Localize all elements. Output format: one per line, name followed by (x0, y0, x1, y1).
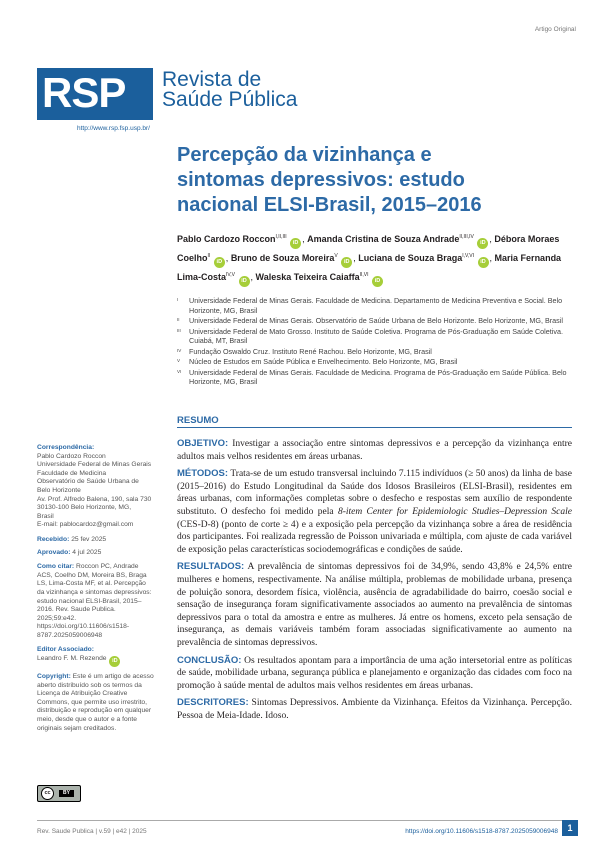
journal-logo-text: RSP (42, 69, 126, 116)
keywords-label: DESCRITORES: (177, 697, 249, 709)
objective-label: OBJETIVO: (177, 438, 229, 449)
footer-doi-link[interactable]: https://doi.org/10.11606/s1518-8787.2025059006948 (405, 828, 558, 835)
abstract-conclusion (177, 655, 572, 693)
methods-text: Trata-se de um estudo transversal incluindo 7.115 indivíduos (≥ 50 anos) da linha de base (2015–2016) do Estudo Longitudinal da Saúde dos Idosos Brasileiros (ELSI-Brasil), residentes em áreas urbanas, com informações completas sobre o desfecho e respostas sem auxílio de respondente substituto. O desfecho foi medido pela (177, 469, 572, 517)
received-label: Recebido: (37, 535, 70, 543)
author-affil-sup: II,VI (359, 272, 369, 278)
abstract-results (177, 561, 572, 649)
correspondence-block (37, 444, 155, 530)
abstract-methods (177, 468, 572, 556)
associate-editor-name: Leandro F. M. Rezende (37, 655, 107, 663)
associate-editor-label: Editor Associado: (37, 646, 94, 654)
author-name: Amanda Cristina de Souza Andrade (307, 234, 460, 244)
correspondence-line: Universidade Federal de Minas Gerais (37, 461, 152, 469)
copyright-block (37, 673, 155, 733)
creative-commons-icon: cc (41, 787, 54, 800)
affiliation-item (177, 368, 572, 387)
correspondence-line: Pablo Cardozo Roccon (37, 452, 106, 460)
results-text: A prevalência de sintomas depressivos foi de 34,9%, sendo 43,8% e 24,5% entre mulheres e homens, respectivamente. Na análise múltipla, problemas de mobilidade urbana, presença de poluição sonora, desordem física, violência, ausência de agradabilidade do bairro, coesão social e sensação de insegurança foram significativamente associados ao aumento na prevalência de sintomas depressivos para o total da amostra e entre as mulheres. Já entre os homens, exceto pela sensação de insegurança, as demais variáveis também foram associadas significativamente ao aumento na prevalência de sintomas depressivos. (177, 562, 572, 648)
correspondence-line: Brasil (37, 512, 54, 520)
methods-label: MÉTODOS: (177, 468, 229, 480)
abstract-objective (177, 438, 572, 463)
author-affil-sup: I,V,VI (462, 253, 475, 259)
approved-label: Aprovado: (37, 548, 71, 556)
dates-block (37, 536, 155, 557)
journal-name (162, 70, 297, 110)
abstract-body (177, 438, 572, 727)
sidebar-metadata (37, 444, 155, 739)
page-number: 1 (562, 820, 578, 836)
journal-name-line2: Saúde Pública (162, 88, 298, 111)
affiliation-number: IV (177, 347, 182, 353)
abstract-divider (177, 427, 572, 428)
affiliation-number: VI (177, 368, 182, 374)
author-name: Waleska Teixeira Caiaffa (255, 272, 360, 282)
objective-text: Investigar a associação entre sintomas depressivos e a percepção da vizinhança entre adultos mais velhos residentes em áreas urbanas. (177, 439, 572, 462)
author-name: Bruno de Souza Moreira (230, 253, 335, 263)
correspondence-email[interactable]: E-mail: pablocardoz@gmail.com (37, 521, 134, 529)
affiliation-item (177, 327, 572, 346)
orcid-icon[interactable]: iD (477, 238, 488, 249)
journal-name-line1: Revista de (162, 68, 262, 91)
orcid-icon[interactable]: iD (290, 238, 301, 249)
keywords-text: Sintomas Depressivos. Ambiente da Vizinhança. Efeitos da Vizinhança. Percepção. Pessoa de Meia-Idade. Idoso. (177, 698, 573, 721)
how-to-cite-label: Como citar: (37, 563, 75, 571)
article-title: Percepção da vizinhança e sintomas depressivos: estudo nacional ELSI-Brasil, 2015–2016 (177, 144, 482, 216)
affiliation-text: Universidade Federal de Mato Grosso. Instituto de Saúde Coletiva. Programa de Pós-Graduação em Saúde Coletiva. Cuiabá, MT, Brasil (189, 326, 563, 345)
affiliation-item (177, 316, 572, 326)
footer-citation: Rev. Saude Publica | v.59 | e42 | 2025 (37, 828, 147, 835)
correspondence-line: 30130-100 Belo Horizonte, MG, (37, 504, 132, 512)
orcid-icon[interactable]: iD (372, 276, 383, 287)
author-affil-sup: IV,V (226, 272, 236, 278)
affiliation-number: V (177, 358, 181, 363)
correspondence-line: Faculdade de Medicina (37, 469, 107, 477)
affiliation-number: III (177, 327, 181, 333)
conclusion-label: CONCLUSÃO: (177, 654, 242, 666)
footer-divider (37, 820, 567, 821)
author-affil-sup: V (334, 253, 338, 259)
conclusion-text: Os resultados apontam para a importância de uma ação intersetorial entre as políticas de saúde, mobilidade urbana, segurança pública e planejamento e organização das cidades com foco na promoção à saúde mental de adultos mais velhos residentes em áreas urbanas. (177, 655, 573, 691)
orcid-icon[interactable]: iD (109, 656, 120, 667)
author-name: Maria Fernanda Lima-Costa (177, 253, 562, 282)
citation-block (37, 563, 155, 640)
abstract-heading: RESUMO (177, 415, 219, 426)
orcid-icon[interactable]: iD (478, 257, 489, 268)
correspondence-line: Av. Prof. Alfredo Balena, 190, sala 730 (37, 495, 152, 503)
copyright-label: Copyright: (37, 673, 71, 681)
affiliation-list (177, 296, 572, 388)
author-list: Pablo Cardozo Roccon$^{I,II,III}$ iD , Amanda Cristina de Souza Andrade$^{II,III,IV}$ iD , Débora Moraes Coelho$^{II}$ iD , Bruno de Souza Moreira$^V$ iD , Luciana de Souza Braga$^{I,V,VI}$ iD , Maria Fernanda Lima-Costa$^{IV,V}$ iD , Waleska Teixeira Caiaffa$^{II,VI}$ iD (177, 230, 572, 287)
affiliation-item (177, 347, 572, 357)
orcid-icon[interactable]: iD (214, 257, 225, 268)
author-affil-sup: II,III,IV (459, 234, 474, 240)
affiliation-item (177, 357, 572, 367)
approved-date: 4 jul 2025 (72, 548, 102, 556)
affiliation-number: II (177, 317, 180, 322)
affiliation-text: Universidade Federal de Minas Gerais. Faculdade de Medicina. Departamento de Medicina Preventiva e Social. Belo Horizonte, MG, Brasil (189, 296, 563, 315)
author-affil-sup: II (207, 253, 211, 259)
orcid-icon[interactable]: iD (239, 276, 250, 287)
abstract-keywords (177, 697, 572, 722)
affiliation-text: Núcleo de Estudos em Saúde Pública e Envelhecimento. Belo Horizonte, MG, Brasil (189, 357, 458, 366)
affiliation-text: Universidade Federal de Minas Gerais. Observatório de Saúde Urbana de Belo Horizonte. Belo Horizonte, MG, Brasil (189, 316, 563, 325)
journal-url-link[interactable]: http://www.rsp.fsp.usp.br/ (77, 125, 150, 132)
results-label: RESULTADOS: (177, 561, 245, 573)
correspondence-line: Belo Horizonte (37, 486, 81, 494)
methods-text-continued: (CES-D-8) (ponto de corte ≥ 4) e a exposição pela percepção da vizinhança sobre a área de residência dos participantes. Foi realizada regressão de Poisson univariada e múltipla, com ajuste de cada variável de exposição pelas características sociodemográficas e condições de saúde. (177, 519, 572, 555)
orcid-icon[interactable]: iD (341, 257, 352, 268)
author-name: Pablo Cardozo Roccon (177, 234, 276, 244)
affiliation-number: I (177, 297, 179, 302)
author-affil-sup: I,II,III (275, 234, 287, 240)
how-to-cite-text: Roccon PC, Andrade ACS, Coelho DM, Moreira BS, Braga LS, Lima-Costa MF, et al. Percepção da vizinhança e sintomas depressivos: estudo nacional ELSI-Brasil, 2015–2016. Rev. Saude Publica. 2025;59:e42. https://doi.org/10.11606/s1518-8787.2025059006948 (37, 563, 152, 639)
received-date: 25 fev 2025 (71, 535, 107, 543)
affiliation-text: Fundação Oswaldo Cruz. Instituto René Rachou. Belo Horizonte, MG, Brasil (189, 346, 432, 356)
article-type-label: Artigo Original (534, 26, 576, 33)
editor-block (37, 646, 155, 667)
cc-license-badge[interactable] (37, 785, 81, 802)
correspondence-label: Correspondência: (37, 444, 95, 451)
author-name: Luciana de Souza Braga (358, 253, 463, 263)
cc-by-label: BY (59, 790, 74, 797)
affiliation-text: Universidade Federal de Minas Gerais. Faculdade de Medicina. Programa de Pós-Graduação em Saúde Pública. Belo Horizonte, MG, Brasil (189, 367, 567, 386)
correspondence-line: Observatório de Saúde Urbana de (37, 478, 139, 486)
affiliation-item (177, 296, 572, 315)
copyright-text: Este é um artigo de acesso aberto distribuído sob os termos da Licença de Atribuição Creative Commons, que permite uso irrestrito, distribuição e reprodução em qualquer meio, desde que o autor e a fonte originais sejam creditados. (37, 673, 154, 732)
author-name: Débora Moraes Coelho (177, 234, 560, 263)
methods-scale-name: 8-item Center for Epidemiologic Studies–Depression Scale (337, 506, 572, 517)
